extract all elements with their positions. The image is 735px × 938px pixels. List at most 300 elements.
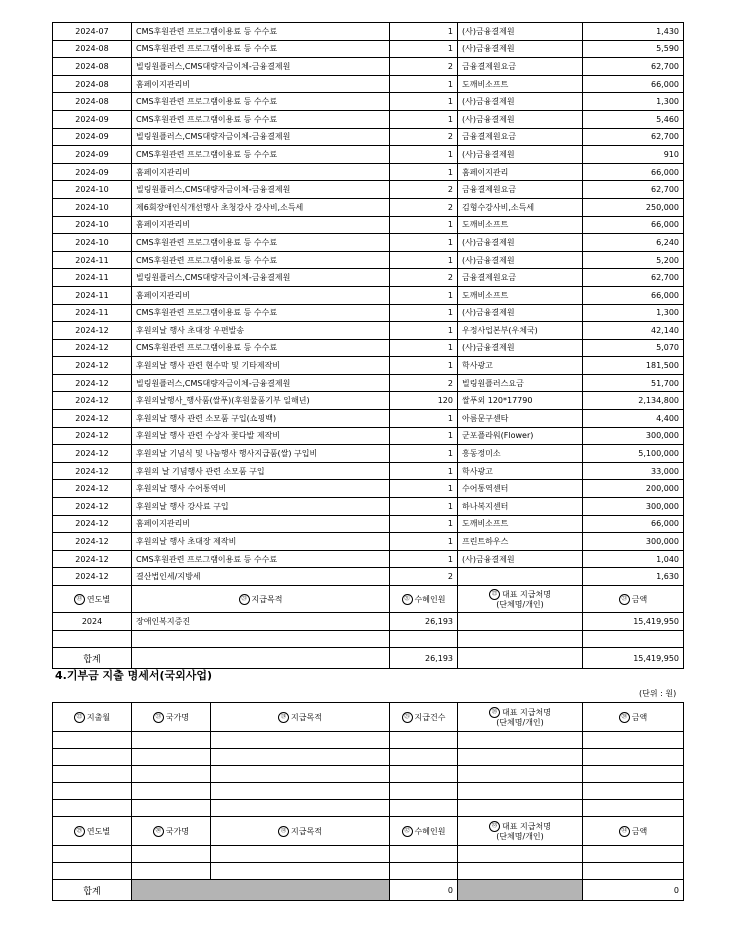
row-purpose: CMS후원관련 프로그램이용료 등 수수료 (132, 40, 390, 58)
row-amount: 250,000 (583, 198, 684, 216)
table-row (53, 93, 684, 111)
header-label: 대표 지급처명 (502, 822, 551, 831)
blank-row (53, 846, 684, 863)
row-count: 1 (390, 146, 458, 164)
row-amount: 42,140 (583, 322, 684, 340)
table-row (53, 181, 684, 199)
blank-cell (583, 749, 684, 766)
row-payee: (사)금융결제원 (458, 93, 583, 111)
row-month: 2024-12 (53, 374, 132, 392)
total-row (53, 648, 684, 669)
row-count: 2 (390, 128, 458, 146)
table-row (53, 163, 684, 181)
blank-cell (583, 846, 684, 863)
row-amount: 66,000 (583, 515, 684, 533)
row-payee: 홈페이지관리 (458, 163, 583, 181)
row-amount: 5,460 (583, 110, 684, 128)
table-row (53, 251, 684, 269)
circled-number-icon: ㉔ (278, 712, 289, 723)
row-count: 1 (390, 550, 458, 568)
circled-number-icon: ㉘ (619, 712, 630, 723)
row-purpose: 결산법인세/지방세 (132, 568, 390, 586)
row-purpose: 후원의 날 기념행사 관련 소모품 구입 (132, 462, 390, 480)
blank-cell (211, 846, 390, 863)
row-amount: 300,000 (583, 427, 684, 445)
row-count: 1 (390, 75, 458, 93)
row-month: 2024-12 (53, 498, 132, 516)
row-payee: (사)금융결제원 (458, 146, 583, 164)
blank-cell (458, 846, 583, 863)
row-amount: 1,040 (583, 550, 684, 568)
table-row (53, 286, 684, 304)
table-row (53, 75, 684, 93)
row-payee: 도깨비소프트 (458, 216, 583, 234)
row-payee: (사)금융결제원 (458, 234, 583, 252)
blank-cell (390, 800, 458, 817)
row-purpose: 홈페이지관리비 (132, 286, 390, 304)
table-row (53, 498, 684, 516)
row-amount: 910 (583, 146, 684, 164)
row-payee: 도깨비소프트 (458, 515, 583, 533)
blank-cell (390, 766, 458, 783)
total-blank (132, 648, 390, 669)
row-month: 2024-12 (53, 445, 132, 463)
table-row (53, 339, 684, 357)
circled-number-icon: ㉓ (239, 594, 250, 605)
row-payee: 흥동정미소 (458, 445, 583, 463)
row-count: 1 (390, 286, 458, 304)
blank-cell (458, 783, 583, 800)
row-amount: 300,000 (583, 533, 684, 551)
row-purpose: 빌링원플러스,CMS대량자금이체-금융결제원 (132, 181, 390, 199)
circled-number-icon: ㉒ (489, 589, 500, 600)
blank-cell (390, 630, 458, 648)
row-payee: 하나복지센터 (458, 498, 583, 516)
row-month: 2024-09 (53, 163, 132, 181)
summary-amount: 15,419,950 (583, 613, 684, 631)
table-row (53, 515, 684, 533)
header-year (53, 586, 132, 613)
table-row (53, 128, 684, 146)
table-row (53, 322, 684, 340)
row-payee: 도깨비소프트 (458, 286, 583, 304)
header-month (53, 703, 132, 732)
header-amount (583, 586, 684, 613)
row-purpose: 홈페이지관리비 (132, 163, 390, 181)
header-label: 수혜인원 (414, 594, 446, 604)
blank-cell (211, 800, 390, 817)
summary-payee (458, 613, 583, 631)
row-amount: 300,000 (583, 498, 684, 516)
header-label: 국가명 (165, 712, 190, 722)
row-amount: 62,700 (583, 181, 684, 199)
table-row (53, 198, 684, 216)
table-row (53, 392, 684, 410)
row-amount: 51,700 (583, 374, 684, 392)
blank-cell (132, 766, 211, 783)
row-month: 2024-12 (53, 322, 132, 340)
blank-cell (458, 749, 583, 766)
header-country (132, 817, 211, 846)
blank-row (53, 630, 684, 648)
row-month: 2024-12 (53, 410, 132, 428)
header-purpose (211, 817, 390, 846)
header-label: 연도별 (86, 826, 111, 836)
overseas-expenditure-table (52, 702, 684, 901)
circled-number-icon: ㉚ (153, 826, 164, 837)
blank-row (53, 749, 684, 766)
row-payee: (사)금융결제원 (458, 550, 583, 568)
blank-cell (211, 732, 390, 749)
circled-number-icon: ㉖ (489, 707, 500, 718)
table-row (53, 304, 684, 322)
header-label: 대표 지급처명 (502, 708, 551, 717)
header-count (390, 703, 458, 732)
header-label: 지급건수 (414, 712, 446, 722)
circled-number-icon: ㉝ (489, 821, 500, 832)
blank-cell (458, 800, 583, 817)
blank-cell (583, 630, 684, 648)
row-purpose: 홈페이지관리비 (132, 515, 390, 533)
row-amount: 1,630 (583, 568, 684, 586)
row-purpose: 후원의날 행사 수어통역비 (132, 480, 390, 498)
row-month: 2024-08 (53, 75, 132, 93)
unit-label: (단위 : 원) (639, 689, 677, 698)
row-payee: (사)금융결제원 (458, 23, 583, 41)
row-payee: (사)금융결제원 (458, 304, 583, 322)
row-amount: 6,240 (583, 234, 684, 252)
header-label: (단체명/개인) (496, 832, 544, 841)
table-row (53, 410, 684, 428)
table-row (53, 40, 684, 58)
row-count: 1 (390, 462, 458, 480)
total-amount: 0 (583, 880, 684, 901)
row-payee: (사)금융결제원 (458, 110, 583, 128)
row-purpose: CMS후원관련 프로그램이용료 등 수수료 (132, 146, 390, 164)
row-count: 2 (390, 198, 458, 216)
header-label: 지급목적 (291, 826, 322, 836)
row-count: 1 (390, 515, 458, 533)
row-purpose: 제6회장애인식개선행사 초청강사 강사비,소득세 (132, 198, 390, 216)
header-payee (458, 817, 583, 846)
row-purpose: 후원의날 행사 관련 소모품 구입(쇼핑백) (132, 410, 390, 428)
row-amount: 33,000 (583, 462, 684, 480)
row-count: 1 (390, 163, 458, 181)
row-count: 1 (390, 339, 458, 357)
blank-cell (458, 630, 583, 648)
row-payee: 금융결제원요금 (458, 181, 583, 199)
row-count: 1 (390, 498, 458, 516)
header-label: 금액 (631, 712, 648, 722)
summary-people: 26,193 (390, 613, 458, 631)
row-amount: 1,300 (583, 304, 684, 322)
blank-row (53, 732, 684, 749)
blank-cell (211, 766, 390, 783)
row-count: 1 (390, 480, 458, 498)
row-month: 2024-12 (53, 568, 132, 586)
row-count: 1 (390, 445, 458, 463)
table-row (53, 374, 684, 392)
blank-cell (390, 863, 458, 880)
row-count: 120 (390, 392, 458, 410)
row-payee: 학사광고 (458, 357, 583, 375)
row-count: 1 (390, 23, 458, 41)
row-count: 1 (390, 410, 458, 428)
table-row (53, 234, 684, 252)
row-month: 2024-09 (53, 128, 132, 146)
header-year (53, 817, 132, 846)
circled-number-icon: ⑬ (74, 594, 85, 605)
table-row (53, 216, 684, 234)
blank-cell (53, 783, 132, 800)
blank-cell (132, 846, 211, 863)
row-amount: 62,700 (583, 269, 684, 287)
row-payee: (사)금융결제원 (458, 40, 583, 58)
row-purpose: CMS후원관련 프로그램이용료 등 수수료 (132, 304, 390, 322)
blank-cell (132, 783, 211, 800)
table-row (53, 58, 684, 76)
row-count: 2 (390, 568, 458, 586)
total-count: 0 (390, 880, 458, 901)
row-month: 2024-11 (53, 286, 132, 304)
header-payee (458, 703, 583, 732)
header-amount (583, 817, 684, 846)
row-payee: (사)금융결제원 (458, 339, 583, 357)
row-payee: 빌링원플러스요금 (458, 374, 583, 392)
row-payee: 금융결제원요금 (458, 58, 583, 76)
blank-cell (458, 732, 583, 749)
blank-cell (211, 783, 390, 800)
row-payee: 학사광고 (458, 462, 583, 480)
row-count: 2 (390, 181, 458, 199)
blank-row (53, 766, 684, 783)
total-shaded-cell (458, 880, 583, 901)
row-month: 2024-09 (53, 146, 132, 164)
row-payee: 김형수강사비,소득세 (458, 198, 583, 216)
row-payee: 도깨비소프트 (458, 75, 583, 93)
table-row (53, 550, 684, 568)
blank-cell (132, 800, 211, 817)
row-payee: 아름문구센타 (458, 410, 583, 428)
row-purpose: 홈페이지관리비 (132, 75, 390, 93)
row-amount: 5,200 (583, 251, 684, 269)
circled-number-icon: ㉒ (74, 712, 85, 723)
header-beneficiaries (390, 586, 458, 613)
total-label: 합계 (53, 880, 132, 901)
table-row (53, 427, 684, 445)
header-label: 금액 (631, 826, 648, 836)
header-payee (458, 586, 583, 613)
blank-cell (583, 732, 684, 749)
blank-row (53, 800, 684, 817)
blank-cell (132, 732, 211, 749)
blank-cell (390, 783, 458, 800)
row-month: 2024-10 (53, 181, 132, 199)
row-month: 2024-12 (53, 427, 132, 445)
overseas-header-row-b (53, 817, 684, 846)
row-month: 2024-10 (53, 234, 132, 252)
overseas-header-row-a (53, 703, 684, 732)
summary-year: 2024 (53, 613, 132, 631)
table-row (53, 480, 684, 498)
blank-cell (53, 863, 132, 880)
total-blank (458, 648, 583, 669)
circled-number-icon: ㉕ (402, 712, 413, 723)
summary-purpose: 장애인복지증진 (132, 613, 390, 631)
row-payee: 우정사업본부(우체국) (458, 322, 583, 340)
row-purpose: 홈페이지관리비 (132, 216, 390, 234)
row-month: 2024-11 (53, 304, 132, 322)
row-month: 2024-12 (53, 533, 132, 551)
row-payee: 쌀푸외 120*17790 (458, 392, 583, 410)
table-header-row (53, 586, 684, 613)
blank-cell (132, 863, 211, 880)
row-count: 1 (390, 234, 458, 252)
row-purpose: 후원의날 행사 관련 현수막 및 기타제작비 (132, 357, 390, 375)
table-row (53, 357, 684, 375)
header-label: 연도별 (86, 594, 111, 604)
row-amount: 1,300 (583, 93, 684, 111)
row-month: 2024-12 (53, 339, 132, 357)
blank-cell (53, 766, 132, 783)
circled-number-icon: ㉑ (402, 594, 413, 605)
header-amount (583, 703, 684, 732)
row-amount: 2,134,800 (583, 392, 684, 410)
row-amount: 200,000 (583, 480, 684, 498)
blank-cell (211, 749, 390, 766)
row-purpose: CMS후원관련 프로그램이용료 등 수수료 (132, 23, 390, 41)
row-month: 2024-08 (53, 58, 132, 76)
row-payee: (사)금융결제원 (458, 251, 583, 269)
blank-cell (211, 863, 390, 880)
row-month: 2024-08 (53, 93, 132, 111)
row-count: 2 (390, 374, 458, 392)
circled-number-icon: ㉞ (619, 826, 630, 837)
row-count: 1 (390, 304, 458, 322)
header-purpose (132, 586, 390, 613)
table-row (53, 110, 684, 128)
blank-cell (132, 749, 211, 766)
row-month: 2024-12 (53, 392, 132, 410)
row-purpose: CMS후원관련 프로그램이용료 등 수수료 (132, 234, 390, 252)
header-label: 지급목적 (291, 712, 322, 722)
row-payee: 금융결제원요금 (458, 128, 583, 146)
row-purpose: 후원의날 기념식 및 나눔행사 행사지급품(쌀) 구입비 (132, 445, 390, 463)
row-purpose: 빌링원플러스,CMS대량자금이체-금융결제원 (132, 128, 390, 146)
header-beneficiaries (390, 817, 458, 846)
blank-cell (390, 749, 458, 766)
circled-number-icon: ㉙ (74, 826, 85, 837)
row-amount: 66,000 (583, 163, 684, 181)
circled-number-icon: ㉜ (402, 826, 413, 837)
row-month: 2024-10 (53, 216, 132, 234)
row-payee: 금융결제원요금 (458, 269, 583, 287)
row-amount: 66,000 (583, 75, 684, 93)
header-label: 수혜인원 (414, 826, 446, 836)
overseas-total-row (53, 880, 684, 901)
row-purpose: CMS후원관련 프로그램이용료 등 수수료 (132, 339, 390, 357)
row-purpose: CMS후원관련 프로그램이용료 등 수수료 (132, 550, 390, 568)
table-row (53, 568, 684, 586)
row-count: 1 (390, 427, 458, 445)
row-purpose: CMS후원관련 프로그램이용료 등 수수료 (132, 93, 390, 111)
row-purpose: 빌링원플러스,CMS대량자금이체-금융결제원 (132, 374, 390, 392)
row-count: 1 (390, 533, 458, 551)
table-row (53, 533, 684, 551)
row-purpose: 후원의날 행사 관련 수상자 꽃다발 제작비 (132, 427, 390, 445)
row-purpose: 후원의날행사_행사품(쌀푸)(후원물품기부 일해년) (132, 392, 390, 410)
row-amount: 62,700 (583, 58, 684, 76)
section-title: 4.기부금 지출 명세서(국외사업) (55, 669, 213, 682)
row-purpose: 빌링원플러스,CMS대량자금이체-금융결제원 (132, 269, 390, 287)
total-label: 합계 (53, 648, 132, 669)
blank-cell (53, 749, 132, 766)
header-country (132, 703, 211, 732)
table-row (53, 269, 684, 287)
header-label: 국가명 (165, 826, 190, 836)
header-label: 대표 지급처명 (502, 590, 551, 599)
row-count: 1 (390, 93, 458, 111)
row-month: 2024-12 (53, 357, 132, 375)
row-amount: 5,100,000 (583, 445, 684, 463)
summary-row (53, 613, 684, 631)
row-purpose: CMS후원관련 프로그램이용료 등 수수료 (132, 251, 390, 269)
row-payee (458, 568, 583, 586)
row-amount: 5,070 (583, 339, 684, 357)
row-count: 1 (390, 357, 458, 375)
row-month: 2024-08 (53, 40, 132, 58)
blank-cell (390, 846, 458, 863)
row-count: 1 (390, 40, 458, 58)
header-label: (단체명/개인) (496, 718, 544, 727)
table-row (53, 445, 684, 463)
row-count: 2 (390, 269, 458, 287)
blank-cell (53, 800, 132, 817)
row-amount: 66,000 (583, 286, 684, 304)
row-amount: 62,700 (583, 128, 684, 146)
row-payee: 프린트하우스 (458, 533, 583, 551)
circled-number-icon: ㉛ (278, 826, 289, 837)
blank-cell (583, 783, 684, 800)
blank-cell (458, 863, 583, 880)
row-payee: 군포플라워(Flower) (458, 427, 583, 445)
row-purpose: 후원의날 행사 강사료 구입 (132, 498, 390, 516)
blank-cell (583, 863, 684, 880)
blank-cell (53, 732, 132, 749)
row-count: 1 (390, 216, 458, 234)
row-purpose: CMS후원관련 프로그램이용료 등 수수료 (132, 110, 390, 128)
row-month: 2024-12 (53, 480, 132, 498)
circled-number-icon: ㉓ (619, 594, 630, 605)
row-month: 2024-12 (53, 515, 132, 533)
row-purpose: 빌링원플러스,CMS대량자금이체-금융결제원 (132, 58, 390, 76)
row-amount: 4,400 (583, 410, 684, 428)
row-count: 2 (390, 58, 458, 76)
header-label: (단체명/개인) (496, 600, 544, 609)
row-amount: 181,500 (583, 357, 684, 375)
table-row (53, 23, 684, 41)
blank-cell (458, 766, 583, 783)
row-month: 2024-07 (53, 23, 132, 41)
header-label: 지출월 (86, 712, 111, 722)
row-purpose: 후원의날 행사 초대장 우편발송 (132, 322, 390, 340)
row-amount: 1,430 (583, 23, 684, 41)
total-shaded-cell (132, 880, 390, 901)
row-month: 2024-10 (53, 198, 132, 216)
circled-number-icon: ㉓ (153, 712, 164, 723)
blank-cell (53, 630, 132, 648)
row-month: 2024-11 (53, 269, 132, 287)
